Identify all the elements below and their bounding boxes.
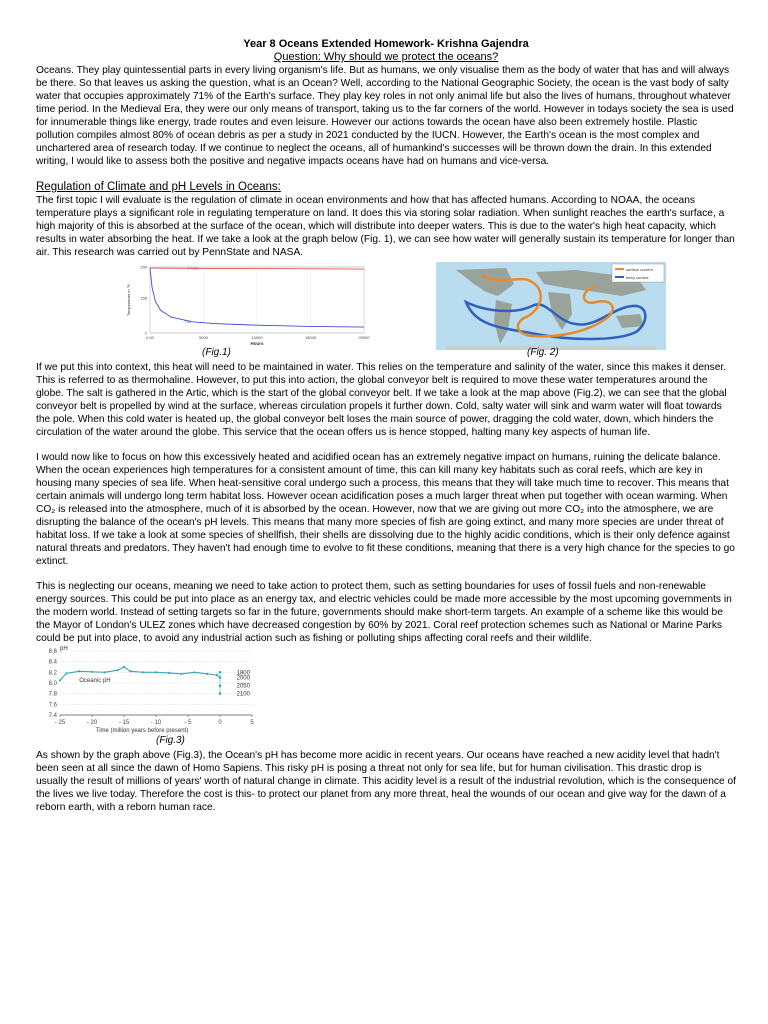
y-axis-label: pH [60,646,68,652]
projection-point [219,676,222,679]
figure-3-caption: (Fig.3) [156,735,185,746]
x-tick-label: - 15 [118,720,130,726]
y-tick-label: 1 [144,330,147,336]
data-point [123,666,125,668]
year-annotation: 2050 [236,683,250,690]
y-tick-label: 7.6 [48,702,57,709]
section-heading: Regulation of Climate and pH Levels in Oceans: [36,181,281,193]
year-annotation: 2000 [236,675,250,682]
x-tick-label: - 10 [150,720,162,726]
figure-2-map [436,262,666,350]
x-tick-label: - 5 [184,720,192,726]
x-tick-label: - 20 [86,720,98,726]
document-title: Year 8 Oceans Extended Homework- Krishna Gajendra [243,38,529,50]
data-point [65,672,67,674]
paragraph-action: This is neglecting our oceans, meaning we need to take action to protect them, such as setting boundaries for uses of fossil fuels and non-renewable energy sources. This could be put into place as an energy tax, and electric vehicles could be made more accessible by the most upcoming governments in the modern world. Instead of setting targets so far in the future, governments should make short-term targets. An example of a scheme like this would be the Mayor of London's ULEZ zones which have decreased congestion by 60% by 2021. Coral reef protection schemes such as National or Marine Parks could be put into place, to avoid any industrial action such as fishing or polluting ships affecting coral reefs and their wildlife. [36,581,732,644]
paragraph-climate: The first topic I will evaluate is the regulation of climate in ocean environments and how that has affected humans. According to NOAA, the oceans temperature plays a significant role in regulating temperature on land. It does this via storing solar radiation. When sunlight reaches the earth's surface, a high majority of this is absorbed at the surface of the ocean, which will distribute into deeper waters. This is due to the water's high heat capacity, which results in water absorbing the heat. If we take a look at the graph below (Fig. 1), we can see how water will generally sustain its temperature for longer than air. This research was carried out by PennState and NASA. [36,195,735,258]
x-axis-label: Time (million years before present) [95,728,189,734]
data-point [181,673,183,675]
x-tick-label: 0.00 [146,335,154,340]
y-tick-label: 7.8 [48,691,57,698]
y-tick-label: 155 [140,295,147,301]
data-point [78,670,80,672]
year-annotation: 2100 [236,691,250,698]
x-tick-label: 10000 [251,335,263,340]
paragraph-thermohaline: If we put this into context, this heat will need to be maintained in water. This relies on the temperature and salinity of the water, since this makes it denser. This is referred to as thermohaline. However, to put this into action, the global conveyor belt is required to move these water temperatures around the globe. The salt is gathered in the Artic, which is the start of the global conveyor belt. If we take a look at the map above (Fig.2), we can see that the global conveyor belt is propelled by wind at the surface, whereas circulation propels it further down. Cold, salty water will sink and warm water will float towards the pole. When this cold water is heated up, the global conveyor belt loses the main source of power, dragging the cold water, down, which hinders the circulation of the water around the globe. This service that the ocean offers us is hence stopped, halting many key aspects of human life. [36,362,727,438]
data-point [104,671,106,673]
document-page [36,0,736,814]
figure-1-chart [120,263,370,347]
data-point [206,673,208,675]
x-tick-label: 0 [218,720,222,726]
x-tick-label: 15000 [304,335,317,340]
data-point [91,671,93,673]
x-axis-label: Hours [250,341,264,346]
figure-1-caption: (Fig.1) [202,347,231,358]
y-tick-label: 8.4 [48,659,57,666]
legend-deep-label: deep current [626,275,649,280]
projection-point [219,671,222,674]
data-point [117,669,119,671]
year-annotation: 1800 [236,670,250,677]
paragraph-conclusion: As shown by the graph above (Fig.3), the Ocean's pH has become more acidic in recent years. Our oceans have reached a new acidity level that hadn't been seen at all since the dawn of Homo Sapiens. This risky pH is posing a threat not only for sea life, but for human civilisation. This drastic drop is usually the result of millions of years' worth of natural change in climate. This acidity level is a result of the industrial revolution, which is the consequence of the lives we live today. Therefore the cost is this- to protect our planet from any more threat, heal the wounds of our ocean and give way for the dawn of a reborn earth, with a reborn human race. [36,750,736,813]
data-point [129,670,131,672]
figure-3-wrap [36,645,736,749]
data-point [168,672,170,674]
figures-row [36,261,736,361]
y-tick-label: 8.0 [48,681,57,687]
series-label-air: T air [184,319,192,324]
y-tick-label: 8.6 [48,649,57,655]
projection-point [219,684,222,687]
series-label: Oceanic pH [79,677,111,684]
figure-2-caption: (Fig. 2) [527,347,559,358]
figure-3-chart [36,645,266,745]
data-point [142,671,144,673]
series-label-water: T water [187,266,200,271]
intro-paragraph: Oceans. They play quintessential parts in every living organism's life. But as humans, we only visualise them as the body of water that has and will always be there. So that leaves us asking the question, what is an Ocean? Well, according to the National Geographic Society, the ocean is the vast body of salty water that occupies approximately 71% of the Earth's surface. They play key roles in not only animal life but also the lives of humans, throughout whatever time period. In the Medieval Era, they were our only means of transport, taking us to the far corners of the world. However in todays society the sea is used for innumerable things like energy, trade routes and even leisure. However our actions towards the ocean have also been extremely hostile. Plastic pollution compiles almost 80% of ocean debris as per a study in 2021 conducted by the IUCN. However, the Earth's ocean is the most complex and unchartered area of research today. If we continue to neglect the oceans, all of humankind's successes will be thrown down the drain. In this extended writing, I would like to assess both the positive and negative impacts oceans have had on humans and vice-versa. [36,65,734,167]
y-tick-label: 290 [140,264,147,270]
y-axis-label: Temperature in °K [126,283,131,317]
x-tick-label: 5 [250,720,254,726]
document-question: Question: Why should we protect the oceans? [273,51,499,63]
x-tick-label: 20000 [358,335,370,340]
y-tick-label: 7.4 [48,713,57,719]
data-point [216,674,218,676]
x-tick-label: - 25 [54,720,66,726]
y-tick-label: 8.2 [48,670,57,677]
legend-surface-label: surface current [626,267,653,272]
data-point [155,671,157,673]
x-tick-label: 5000 [199,335,208,340]
paragraph-acidification: I would now like to focus on how this excessively heated and acidified ocean has an extremely negative impact on humans, ruining the delicate balance. When the ocean experiences high temperatures for a consistent amount of time, this can kill many key habitats such as coral reefs, which are key in housing many species of sea life. When heat-sensitive coral undergo such a process, this means that they will take much time to recover. This means that certain animals will undergo long term habitat loss. However ocean acidification poses a much larger threat when put together with ocean warming. When CO₂ is released into the atmosphere, much of it is absorbed by the ocean. However, now that we are giving out more CO₂ into the atmosphere, we are disrupting the balance of the ocean's pH levels. This means that many more species of fish are going extinct, and many more species are under threat of habitat loss. If we take a look at some species of shellfish, their shells are dissolving due to the highly acidic conditions, which is their only defence against natural threats and predators. They haven't had enough time to evolve to fit these conditions, meaning that there is a very high chance for the species to go extinct. [36,452,735,567]
projection-point [219,692,222,695]
data-point [59,679,61,681]
data-point [193,671,195,673]
